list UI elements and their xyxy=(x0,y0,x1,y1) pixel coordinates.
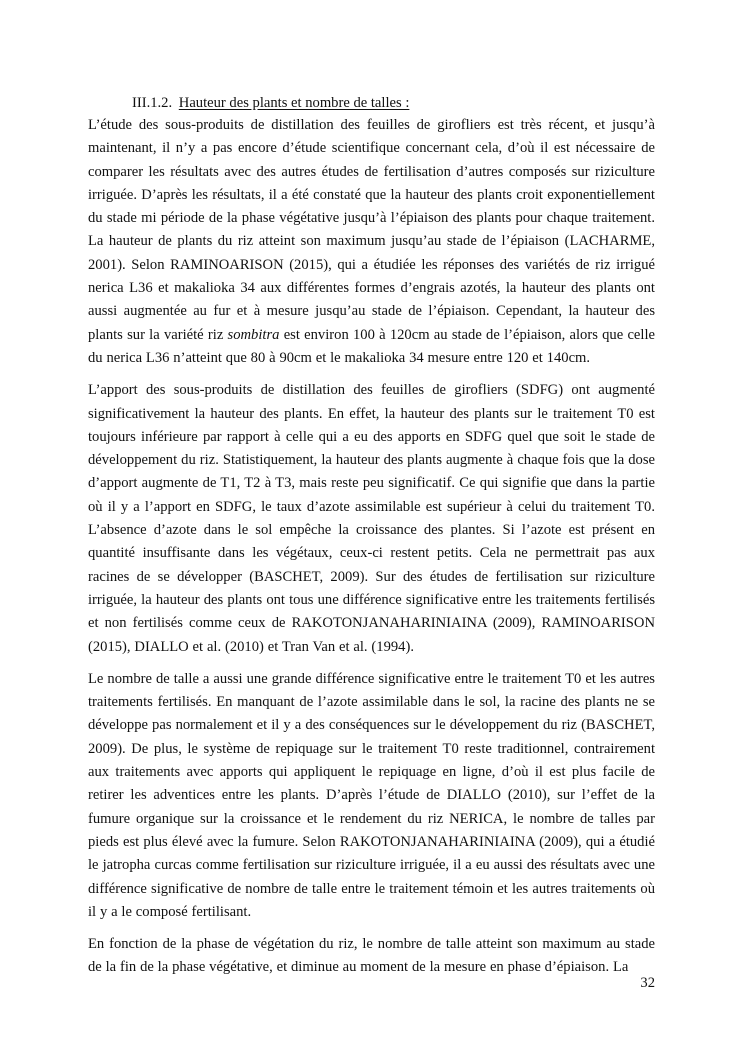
section-title: Hauteur des plants et nombre de talles : xyxy=(178,95,410,111)
page-content xyxy=(88,92,655,989)
paragraph-3: Le nombre de talle a aussi une grande différence significative entre le traitement T0 et les autres traitements fertilisés. En manquant de l’azote assimilable dans le sol, la racine des plants ne se développe pas normalement et il y a des conséquences sur le développement du riz (BASCHET, 2009). De plus, le système de repiquage sur le traitement T0 reste traditionnel, contrairement aux traitements avec apports qui appliquent le repiquage en ligne, d’où il est plus facile de retirer les adventices entre les plants. D’après l’étude de DIALLO (2010), sur l’effet de la fumure organique sur la croissance et le rendement du riz NERICA, le nombre de talles par pieds est plus élevé avec la fumure. Selon RAKOTONJANAHARINIAINA (2009), qui a étudié le jatropha curcas comme fertilisation sur riziculture irriguée, il a eu aussi des résultats avec une différence significative de nombre de talle entre le traitement témoin et les autres traitements où il y a le composé fertilisant. xyxy=(88,670,655,920)
page-number: 32 xyxy=(640,975,655,991)
section-number: III.1.2. xyxy=(132,95,173,111)
section-heading xyxy=(88,92,655,114)
paragraph-1-italic-term: sombitra xyxy=(227,326,280,343)
paragraph-2: L’apport des sous-produits de distillation des feuilles de girofliers (SDFG) ont augmenté significativement la hauteur des plants. En effet, la hauteur des plants sur le traitement T0 est toujours inférieure par rapport à celle qui a eu des apports en SDFG quel que soit le stade de développement du riz. Statistiquement, la hauteur des plants augmente à chaque fois que la dose d’apport augmente de T1, T2 à T3, mais reste peu significatif. Ce qui signifie que dans la partie où il y a l’apport en SDFG, le taux d’azote assimilable est supérieur à celui du traitement T0. L’absence d’azote dans le sol empêche la croissance des plantes. Si l’azote est présent en quantité insuffisante dans les végétaux, ceux-ci restent petits. Cela ne permettrait pas aux racines de se développer (BASCHET, 2009). Sur des études de fertilisation sur riziculture irriguée, la hauteur des plants ont tous une différence significative entre les traitements fertilisés et non fertilisés comme ceux de RAKOTONJANAHARINIAINA (2009), RAMINOARISON (2015), DIALLO et al. (2010) et Tran Van et al. (1994). xyxy=(88,382,655,655)
paragraph-1 xyxy=(88,114,655,370)
paragraph-4: En fonction de la phase de végétation du riz, le nombre de talle atteint son maximum au stade de la fin de la phase végétative, et diminue au moment de la mesure en phase d’épiaison. La xyxy=(88,936,655,976)
paragraph-1-text-start: L’étude des sous-produits de distillation des feuilles de girofliers est très récent, et jusqu’à maintenant, il n’y a pas encore d’étude scientifique concernant cela, d’où il est nécessaire de comparer les résultats avec des autres études de fertilisation d’autres composés sur riziculture irriguée. D’après les résultats, il a été constaté que la hauteur des plants croit exponentiellement du stade mi période de la phase végétative jusqu’à l’épiaison des plants pour chaque traitement. La hauteur de plants du riz atteint son maximum jusqu’au stade de l’épiaison (LACHARME, 2001). Selon RAMINOARISON (2015), qui a étudiée les réponses des variétés de riz irrigué nerica L36 et makalioka 34 aux différentes formes d’engrais azotés, la hauteur des plants ont aussi augmentée au fur et à mesure jusqu’au stade de l’épiaison. Cependant, la hauteur des plants sur la variété riz xyxy=(88,117,655,343)
paragraph-1-text-end: est environ 100 à 120cm au stade de l’épiaison, alors que celle du nerica L36 n’atteint que 80 à 90cm et le makalioka 34 mesure entre 120 et 140cm. xyxy=(88,326,655,366)
